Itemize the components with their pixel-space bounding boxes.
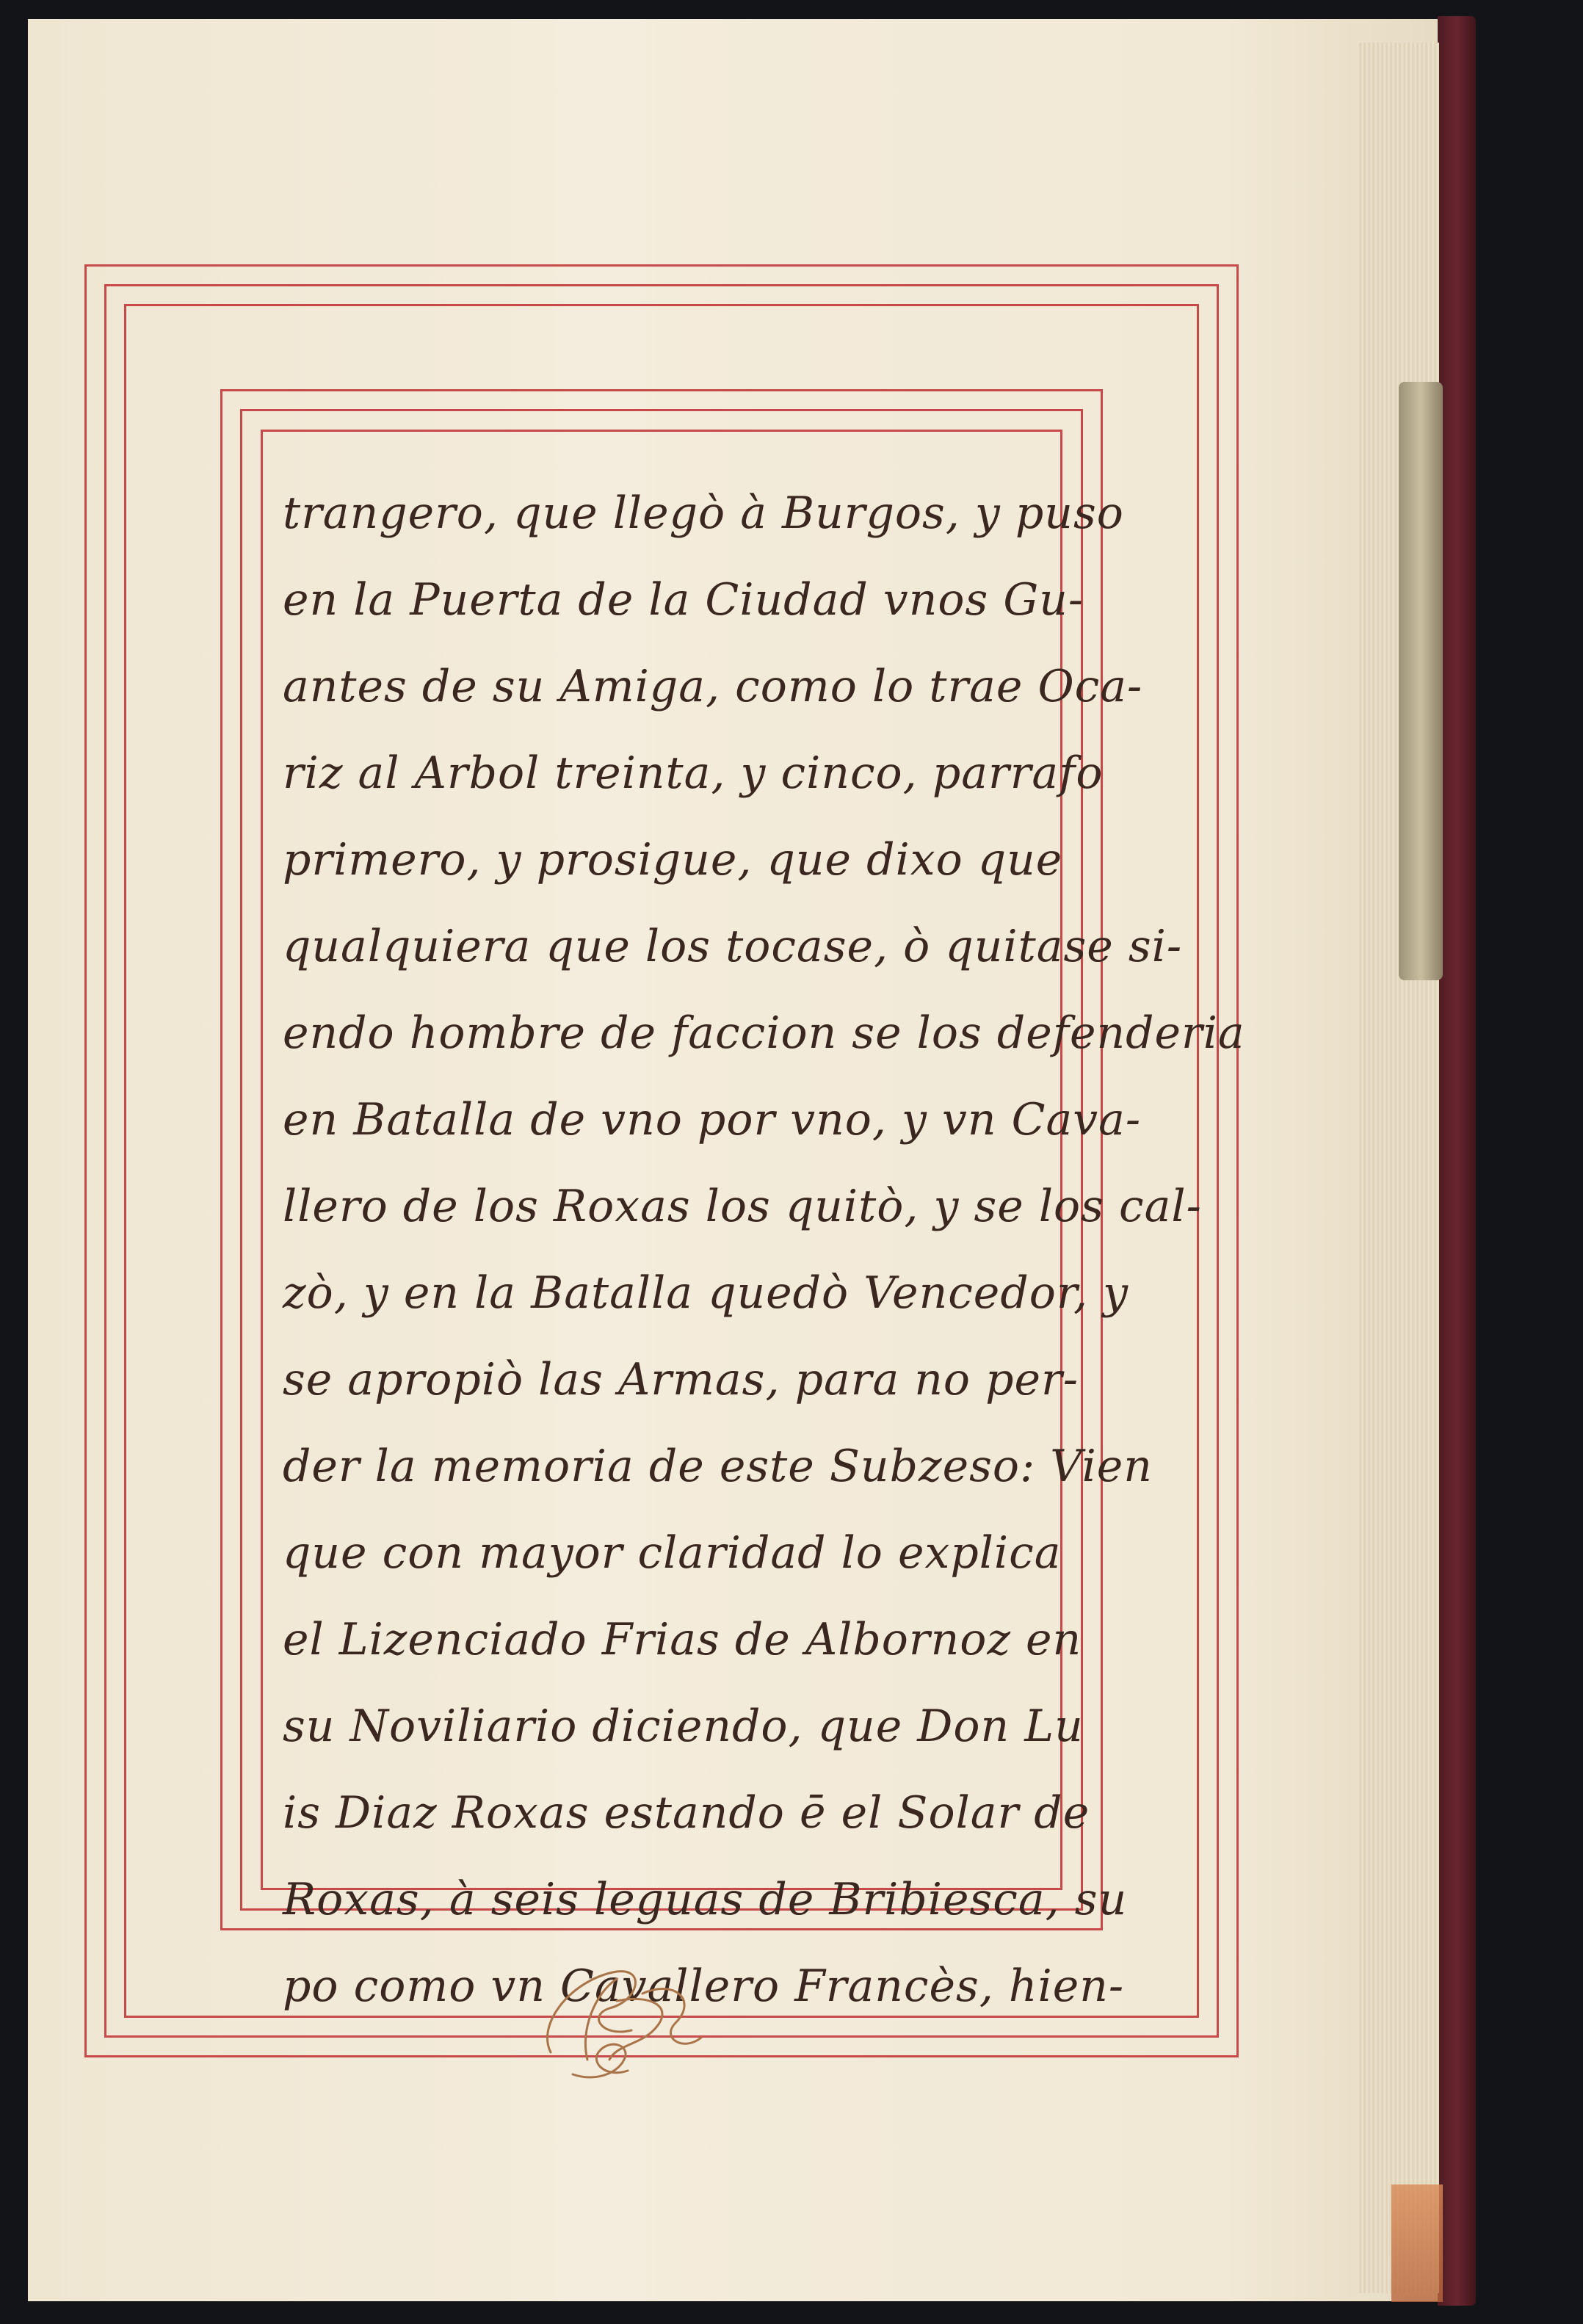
text-line: primero, y prosigue, que dixo que xyxy=(283,834,1063,886)
text-line: en la Puerta de la Ciudad vnos Gu- xyxy=(283,574,1084,626)
signature-flourish xyxy=(507,1950,727,2089)
text-line: trangero, que llegò à Burgos, y puso xyxy=(283,488,1124,539)
text-line: en Batalla de vno por vno, y vn Cava- xyxy=(283,1094,1142,1145)
text-line: Roxas, à seis leguas de Bribiesca, su xyxy=(283,1874,1128,1925)
text-line: se apropiò las Armas, para no per- xyxy=(283,1354,1079,1405)
text-line: der la memoria de este Subzeso: Vien xyxy=(283,1441,1153,1492)
page-marker xyxy=(1391,2184,1443,2302)
text-line: que con mayor claridad lo explica xyxy=(283,1527,1062,1579)
text-line: antes de su Amiga, como lo trae Oca- xyxy=(283,661,1143,712)
text-line: riz al Arbol treinta, y cinco, parrafo xyxy=(283,747,1104,799)
text-line: llero de los Roxas los quitò, y se los cal- xyxy=(283,1181,1202,1232)
text-line: qualquiera que los tocase, ò quitase si- xyxy=(283,921,1183,972)
manuscript-text xyxy=(283,470,1245,2030)
book-cover-edge xyxy=(1438,16,1476,2306)
text-line: endo hombre de faccion se los defenderia xyxy=(283,1007,1245,1059)
text-line: zò, y en la Batalla quedò Vencedor, y xyxy=(283,1267,1129,1319)
text-line: su Noviliario diciendo, que Don Lu xyxy=(283,1701,1084,1752)
page-edges xyxy=(1358,43,1439,2293)
text-line: po como vn Cavallero Francès, hien- xyxy=(283,1961,1125,2012)
text-line: el Lizenciado Frias de Albornoz en xyxy=(283,1614,1082,1665)
text-line: is Diaz Roxas estando ē el Solar de xyxy=(283,1787,1090,1839)
bookmark-strip xyxy=(1399,382,1443,980)
